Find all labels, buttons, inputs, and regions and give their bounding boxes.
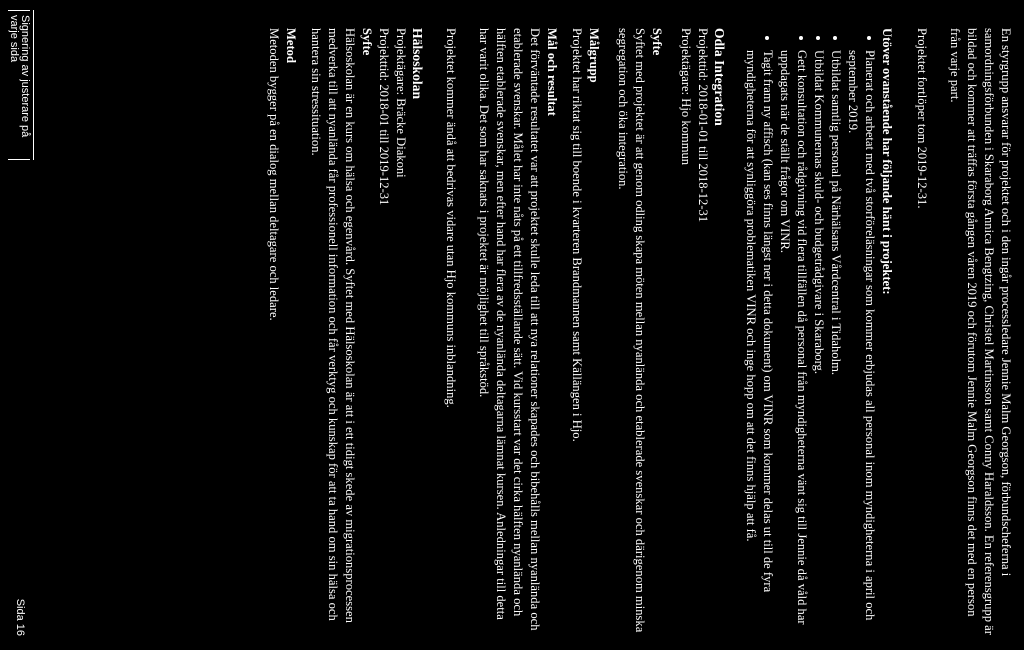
- project-end-paragraph: Projektet fortlöper tom 2019-12-31.: [915, 28, 929, 209]
- odla-syfte-text: Syftet med projektet är att genom odling skapa möten mellan nyanlända och etablerade svenskar och därigenom minska segregation och öka integration.: [616, 28, 647, 633]
- signature-box: Signering av justerare på varje sida: [8, 10, 30, 160]
- intro-paragraph: En styrgrupp ansvarar för projektet och i den ingår processledare Jennie Malm Georgson, förbundscheferna i samordningsförbunden i Skaraborg Annica Bengtzing, Christel Martinsson samt Conny Haraldsson. En referensgrupp är bildad och kommer att träffas första gången våren 2019 och förutom Jennie Malm Georgson finns det med en person från varje part.: [948, 28, 1013, 635]
- achievements-heading: Utöver ovanstående har följande hänt i projektet:: [880, 28, 894, 295]
- page-number: Sida 16: [14, 598, 26, 636]
- halsoskolan-syfte-heading: Syfte: [360, 28, 374, 56]
- list-item: • Utbildat samtlig personal på Närhälsans Vårdcentral i Tidaholm.: [827, 50, 844, 638]
- odla-mal-heading: Mål och resultat: [545, 28, 559, 116]
- odla-malgrupp-text: Projektet har riktat sig till boende i kvarteren Brandmannen samt Källängen i Hjo.: [570, 28, 584, 442]
- page-footer: [4, 10, 34, 636]
- halsoskolan-owner: Projektägare: Bräcke Diakoni: [394, 28, 408, 178]
- odla-mal-text: Det förväntade resultatet var att projektet skulle leda till att nya relationer skapades och bibehålls mellan nyanlända och etablerade svenskar. Målet har inte nåts på ett tillfredsställande sätt. Vid kursstart var det cirka hälften nyanlända och hälften etablerade svenskar, men efter hand har flera av de nyanlända deltagarna lämnat kursen. Anledningar till detta har varit olika. Det som har saknats i projektet är möjlighet till språkstöd.: [477, 28, 542, 631]
- odla-syfte-heading: Syfte: [650, 28, 664, 56]
- halsoskolan-syfte-text: Hälsoskolan är en kurs om hälsa och egenvård. Syftet med Hälsoskolan är att i ett tidigt skede av migrationsprocessen medverka till att nyanlända får professionell information och får verktyg och kunskap för att ta hand om sin hälsa och hantera sin stressituation.: [309, 28, 357, 623]
- list-item: • Gett konsultation och rådgivning vid flera tillfällen då personal från myndigheterna vänt sig till Jennie då våld har uppdagats när de ställt frågor om VINR.: [776, 50, 810, 638]
- halsoskolan-metod-text: Metoden bygger på en dialog mellan deltagare och ledare.: [267, 28, 281, 321]
- odla-owner: Projektägare: Hjo kommun: [679, 28, 693, 166]
- list-item: • Utbildat Kommunernas skuld- och budgetrådgivare i Skaraborg.: [810, 50, 827, 638]
- list-item: • Planerat och arbetat med två storföreläsningar som kommer erbjudas all personal inom myndigheterna i april och september 2019.: [844, 50, 878, 638]
- odla-malgrupp-heading: Målgrupp: [587, 28, 601, 83]
- achievements-list: [742, 28, 878, 638]
- halsoskolan-metod-heading: Metod: [284, 28, 298, 63]
- odla-closing: Projektet kommer ändå att bedrivas vidare utan Hjo kommuns inblandning.: [444, 28, 458, 408]
- odla-period: Projekttid: 2018-01-01 till 2018-12-31: [696, 28, 710, 223]
- document-body: [259, 28, 1014, 638]
- odla-title: Odla Integration: [712, 28, 727, 126]
- list-item: • Tagit fram ny affisch (kan ses finns längst ner i detta dokument) om VINR som kommer delas ut till de fyra myndigheterna för att synliggöra problematiken VINR och inge hopp om att det finns hjälp att få.: [742, 50, 776, 638]
- signature-top-line: [33, 10, 34, 160]
- halsoskolan-title: Hälsoskolan: [410, 28, 425, 100]
- halsoskolan-period: Projekttid: 2018-01 till 2019-12-31: [377, 28, 391, 206]
